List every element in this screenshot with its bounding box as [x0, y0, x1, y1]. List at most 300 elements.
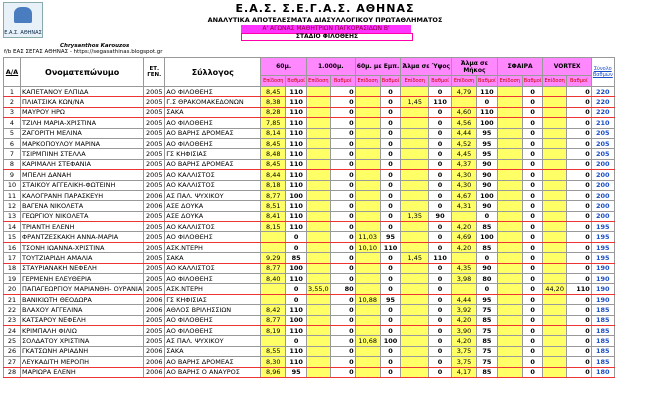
- event-mark: [355, 367, 380, 377]
- event-mark: 4,44: [452, 128, 477, 138]
- table-row: [4, 305, 615, 315]
- event-mark: 8,77: [261, 190, 286, 200]
- event-points: 85: [477, 367, 498, 377]
- event-mark: 8,42: [261, 305, 286, 315]
- total-points: 195: [591, 242, 614, 252]
- total-points: 185: [591, 315, 614, 325]
- event-points: 0: [380, 325, 401, 335]
- event-points: 0: [429, 315, 452, 325]
- event-mark: [401, 149, 429, 159]
- athlete-name: ΚΡΙΜΠΑΛΗ ΦΙΛΙΩ: [21, 325, 144, 335]
- event-mark: [261, 232, 286, 242]
- event-points: 0: [380, 263, 401, 273]
- athlete-name: ΚΑΠΕΤΑΝΟΥ ΕΛΠΙΔΑ: [21, 87, 144, 97]
- event-mark: [307, 87, 331, 97]
- event-mark: [355, 190, 380, 200]
- birth-year: 2005: [144, 222, 165, 232]
- event-mark: 8,38: [261, 97, 286, 107]
- event-points: 0: [429, 201, 452, 211]
- athlete-name: ΚΑΡΙΜΑΛΗ ΣΤΕΦΑΝΙΑ: [21, 159, 144, 169]
- event-points: 95: [477, 149, 498, 159]
- event-points: 0: [330, 357, 355, 367]
- event-mark: [307, 294, 331, 304]
- event-points: 0: [429, 274, 452, 284]
- event-mark: 4,20: [452, 315, 477, 325]
- row-number: 19: [4, 274, 21, 284]
- total-points: 200: [591, 180, 614, 190]
- birth-year: 2006: [144, 305, 165, 315]
- table-row: [4, 138, 615, 148]
- event-mark: [497, 346, 522, 356]
- event-mark: [497, 180, 522, 190]
- event-mark: [355, 211, 380, 221]
- event-mark: [307, 180, 331, 190]
- event-mark: 1,35: [401, 211, 429, 221]
- event-mark: 8,15: [261, 222, 286, 232]
- event-mark: 8,28: [261, 107, 286, 117]
- table-row: [4, 315, 615, 325]
- event-points: 90: [477, 170, 498, 180]
- table-row: [4, 97, 615, 107]
- event-mark: [543, 346, 566, 356]
- subhead-mark: Επίδοση: [401, 76, 429, 87]
- event-points: 0: [522, 190, 543, 200]
- event-mark: [543, 118, 566, 128]
- event-points: 0: [429, 367, 452, 377]
- subhead-mark: Επίδοση: [261, 76, 286, 87]
- row-number: 6: [4, 138, 21, 148]
- event-points: 0: [330, 118, 355, 128]
- event-mark: [543, 107, 566, 117]
- total-points: 185: [591, 325, 614, 335]
- event-mark: [401, 222, 429, 232]
- club-name: ΑΣ ΠΑΛ. ΨΥΧΙΚΟΥ: [165, 336, 261, 346]
- event-mark: [261, 294, 286, 304]
- row-number: 4: [4, 118, 21, 128]
- event-mark: [355, 97, 380, 107]
- event-mark: 8,19: [261, 325, 286, 335]
- row-number: 22: [4, 305, 21, 315]
- event-mark: [401, 325, 429, 335]
- page-title: Ε.Α.Σ. Σ.Ε.Γ.Α.Σ. ΑΘΗΝΑΣ: [235, 2, 415, 15]
- event-points: 95: [286, 367, 307, 377]
- club-name: ΑΟ ΒΑΡΗΣ ΔΡΟΜΕΑΣ: [165, 357, 261, 367]
- birth-year: 2005: [144, 274, 165, 284]
- event-mark: [401, 232, 429, 242]
- event-mark: 8,18: [261, 180, 286, 190]
- table-row: [4, 263, 615, 273]
- subhead-points: Βαθμοί: [286, 76, 307, 87]
- event-mark: 7,85: [261, 118, 286, 128]
- event-mark: [355, 305, 380, 315]
- event-mark: [497, 159, 522, 169]
- event-mark: [452, 211, 477, 221]
- event-points: 0: [330, 190, 355, 200]
- event-points: 0: [522, 201, 543, 211]
- total-points: 200: [591, 190, 614, 200]
- event-points: 0: [522, 336, 543, 346]
- event-points: 0: [330, 294, 355, 304]
- total-points: 220: [591, 107, 614, 117]
- event-points: 0: [429, 325, 452, 335]
- event-mark: [401, 87, 429, 97]
- event-points: 0: [429, 305, 452, 315]
- event-points: 75: [477, 357, 498, 367]
- event-points: 0: [522, 87, 543, 97]
- event-points: 0: [380, 159, 401, 169]
- event-points: 80: [330, 284, 355, 294]
- event-points: 0: [566, 346, 591, 356]
- table-row: [4, 274, 615, 284]
- event-mark: [497, 138, 522, 148]
- event-points: 0: [380, 222, 401, 232]
- event-mark: 8,14: [261, 128, 286, 138]
- birth-year: 2005: [144, 118, 165, 128]
- event-points: 0: [380, 128, 401, 138]
- event-points: 0: [380, 367, 401, 377]
- event-mark: 11,03: [355, 232, 380, 242]
- event-mark: [401, 138, 429, 148]
- club-name: ΑΟ ΒΑΡΗΣ Ο ΑΝΑΥΡΟΣ: [165, 367, 261, 377]
- total-points: 190: [591, 294, 614, 304]
- athlete-name: ΜΑΡΙΩΡΑ ΕΛΕΝΗ: [21, 367, 144, 377]
- event-mark: [401, 294, 429, 304]
- event-points: 75: [477, 305, 498, 315]
- club-name: ΑΟ ΒΑΡΗΣ ΔΡΟΜΕΑΣ: [165, 159, 261, 169]
- birth-year: 2006: [144, 190, 165, 200]
- event-mark: 44,20: [543, 284, 566, 294]
- event-mark: 4,45: [452, 149, 477, 159]
- club-name: ΑΟ ΦΙΛΟΘΕΗΣ: [165, 325, 261, 335]
- club-name: ΑΟ ΦΙΛΟΘΕΗΣ: [165, 87, 261, 97]
- event-points: 0: [380, 87, 401, 97]
- event-mark: [543, 367, 566, 377]
- event-mark: [355, 107, 380, 117]
- event-points: 0: [566, 87, 591, 97]
- table-row: [4, 284, 615, 294]
- event-points: 0: [429, 222, 452, 232]
- club-name: ΑΣΕ ΔΟΥΚΑ: [165, 211, 261, 221]
- event-points: 0: [330, 170, 355, 180]
- event-points: 0: [429, 357, 452, 367]
- results-table: [3, 57, 615, 378]
- event-points: 0: [566, 336, 591, 346]
- event-points: 0: [380, 97, 401, 107]
- row-number: 7: [4, 149, 21, 159]
- event-mark: 4,20: [452, 222, 477, 232]
- birth-year: 2005: [144, 211, 165, 221]
- event-points: 0: [380, 346, 401, 356]
- event-points: 0: [566, 222, 591, 232]
- event-mark: [355, 138, 380, 148]
- table-row: [4, 180, 615, 190]
- event-mark: [497, 170, 522, 180]
- event-mark: [307, 170, 331, 180]
- event-mark: [497, 315, 522, 325]
- event-mark: [543, 263, 566, 273]
- col-event-vortex: VORTEX: [543, 58, 591, 76]
- event-mark: 1,45: [401, 97, 429, 107]
- event-points: 0: [330, 305, 355, 315]
- logo-caption: Ε.Α.Σ. ΑΘΗΝΑΣ: [4, 30, 42, 36]
- club-name: ΑΟ ΒΑΡΗΣ ΔΡΟΜΕΑΣ: [165, 128, 261, 138]
- row-number: 10: [4, 180, 21, 190]
- event-points: 85: [477, 242, 498, 252]
- event-points: 0: [429, 138, 452, 148]
- event-mark: 3,92: [452, 305, 477, 315]
- event-mark: [355, 274, 380, 284]
- event-mark: [307, 305, 331, 315]
- subhead-mark: Επίδοση: [307, 76, 331, 87]
- event-mark: [307, 336, 331, 346]
- event-mark: [261, 336, 286, 346]
- event-points: 100: [286, 263, 307, 273]
- row-number: 5: [4, 128, 21, 138]
- club-name: ΓΣ ΚΗΦΙΣΙΑΣ: [165, 149, 261, 159]
- event-mark: [355, 180, 380, 190]
- event-mark: [452, 284, 477, 294]
- event-mark: 4,56: [452, 118, 477, 128]
- event-mark: 3,55,0: [308, 285, 329, 294]
- facebook-link[interactable]: f/b ΕΑΣ ΣΕΓΑΣ ΑΘΗΝΑΣ - https://segasathinas.blogspot.gr: [4, 49, 163, 55]
- event-points: 110: [286, 211, 307, 221]
- club-name: ΑΣΚ.ΝΤΕΡΗ: [165, 284, 261, 294]
- col-name: Ονοματεπώνυμο: [21, 58, 144, 87]
- event-points: 0: [522, 325, 543, 335]
- event-points: 0: [477, 253, 498, 263]
- event-points: 0: [522, 107, 543, 117]
- birth-year: 2005: [144, 180, 165, 190]
- row-number: 24: [4, 325, 21, 335]
- subhead-mark: Επίδοση: [452, 76, 477, 87]
- event-mark: [497, 294, 522, 304]
- event-points: 0: [522, 305, 543, 315]
- event-mark: [543, 190, 566, 200]
- event-mark: [307, 325, 331, 335]
- event-points: 75: [477, 346, 498, 356]
- birth-year: 2006: [144, 367, 165, 377]
- total-points: 205: [591, 149, 614, 159]
- event-points: 100: [477, 232, 498, 242]
- club-name: ΑΟ ΚΑΛΛΙΣΤΟΣ: [165, 222, 261, 232]
- event-mark: [401, 346, 429, 356]
- event-mark: [307, 315, 331, 325]
- row-number: 3: [4, 107, 21, 117]
- table-row: [4, 170, 615, 180]
- event-points: 0: [477, 284, 498, 294]
- event-points: 0: [429, 190, 452, 200]
- event-mark: [307, 97, 331, 107]
- event-mark: [307, 128, 331, 138]
- event-mark: [497, 357, 522, 367]
- event-mark: [401, 263, 429, 273]
- event-points: 110: [429, 253, 452, 263]
- event-points: 0: [286, 242, 307, 252]
- event-mark: 8,96: [261, 367, 286, 377]
- event-points: 0: [477, 211, 498, 221]
- event-mark: 8,55: [261, 346, 286, 356]
- event-mark: [497, 107, 522, 117]
- table-row: [4, 190, 615, 200]
- event-mark: 4,44: [452, 294, 477, 304]
- event-mark: [543, 357, 566, 367]
- event-points: 0: [566, 170, 591, 180]
- club-name: ΑΟ ΦΙΛΟΘΕΗΣ: [165, 315, 261, 325]
- event-points: 0: [429, 170, 452, 180]
- event-points: 110: [286, 170, 307, 180]
- event-points: 0: [429, 284, 452, 294]
- event-points: 0: [566, 159, 591, 169]
- event-mark: [401, 315, 429, 325]
- event-mark: [543, 149, 566, 159]
- event-points: 0: [380, 138, 401, 148]
- athlete-name: ΠΑΠΑΓΕΩΡΓΙΟΥ ΜΑΡΙΑΝΘΗ- ΟΥΡΑΝΙΑ: [22, 285, 143, 294]
- event-points: 0: [330, 97, 355, 107]
- club-name: ΑΟ ΦΙΛΟΘΕΗΣ: [165, 118, 261, 128]
- athlete-name: ΓΚΑΤΣΩΝΗ ΑΡΙΑΔΝΗ: [21, 346, 144, 356]
- event-points: 110: [286, 87, 307, 97]
- event-points: 0: [522, 242, 543, 252]
- event-points: 0: [522, 138, 543, 148]
- event-points: 0: [380, 190, 401, 200]
- event-points: 110: [429, 97, 452, 107]
- athlete-name: ΛΕΥΚΑΔΙΤΗ ΜΕΡΟΠΗ: [21, 357, 144, 367]
- event-points: 0: [522, 284, 543, 294]
- event-mark: [401, 242, 429, 252]
- event-points: 0: [330, 87, 355, 97]
- event-points: 110: [566, 284, 591, 294]
- event-mark: [261, 284, 286, 294]
- birth-year: 2005: [144, 263, 165, 273]
- table-row: [4, 325, 615, 335]
- col-event-60m-hurdles: 60μ. με Εμπ.: [355, 58, 401, 76]
- table-row: [4, 232, 615, 242]
- event-mark: [543, 294, 566, 304]
- event-points: 80: [477, 274, 498, 284]
- athlete-name: ΚΑΛΟΓΡΑΝΗ ΠΑΡΑΣΚΕΥΗ: [21, 190, 144, 200]
- total-points: 185: [591, 336, 614, 346]
- event-mark: [497, 201, 522, 211]
- event-points: 0: [380, 357, 401, 367]
- subhead-points: Βαθμοί: [429, 76, 452, 87]
- athlete-name: ΣΤΑΙΚΟΥ ΑΓΓΕΛΙΚΗ-ΦΩΤΕΙΝΗ: [21, 180, 144, 190]
- event-mark: [543, 138, 566, 148]
- event-points: 110: [286, 128, 307, 138]
- event-points: 95: [380, 232, 401, 242]
- col-event-high-jump: Άλμα σε Ύψος: [401, 58, 452, 76]
- birth-year: 2005: [144, 232, 165, 242]
- event-mark: 3,98: [452, 274, 477, 284]
- event-points: 0: [330, 325, 355, 335]
- event-points: 110: [286, 118, 307, 128]
- row-number: 16: [4, 242, 21, 252]
- event-points: 0: [522, 170, 543, 180]
- event-mark: 8,45: [261, 138, 286, 148]
- event-mark: 8,44: [261, 170, 286, 180]
- table-row: [4, 128, 615, 138]
- event-points: 95: [477, 128, 498, 138]
- event-mark: 8,51: [261, 201, 286, 211]
- table-row: [4, 357, 615, 367]
- event-mark: [543, 97, 566, 107]
- event-points: 0: [286, 294, 307, 304]
- event-mark: [355, 222, 380, 232]
- birth-year: 2005: [144, 97, 165, 107]
- total-points: 220: [591, 97, 614, 107]
- event-points: 0: [429, 159, 452, 169]
- event-points: 0: [429, 149, 452, 159]
- total-points: 180: [591, 367, 614, 377]
- athlete-name: ΤΣΙΡΜΠΙΝΗ ΣΤΕΛΛΑ: [21, 149, 144, 159]
- event-mark: [307, 253, 331, 263]
- event-mark: [307, 367, 331, 377]
- event-mark: 4,20: [452, 336, 477, 346]
- event-points: 110: [286, 180, 307, 190]
- event-mark: [401, 118, 429, 128]
- table-row: [4, 211, 615, 221]
- event-mark: [543, 305, 566, 315]
- event-points: 110: [286, 97, 307, 107]
- event-points: 0: [330, 107, 355, 117]
- club-name: ΑΣΚ.ΝΤΕΡΗ: [165, 242, 261, 252]
- event-mark: [543, 325, 566, 335]
- event-points: 110: [380, 242, 401, 252]
- row-number: 27: [4, 357, 21, 367]
- birth-year: 2005: [144, 242, 165, 252]
- total-points: 195: [591, 232, 614, 242]
- event-points: 0: [429, 294, 452, 304]
- event-points: 0: [522, 128, 543, 138]
- event-mark: 8,40: [261, 274, 286, 284]
- event-mark: [307, 211, 331, 221]
- event-mark: [307, 118, 331, 128]
- athlete-name: ΤΡΙΑΝΤΗ ΕΛΕΝΗ: [21, 222, 144, 232]
- athlete-name: ΓΕΩΡΓΙΟΥ ΝΙΚΟΛΕΤΑ: [21, 211, 144, 221]
- event-points: 110: [286, 357, 307, 367]
- event-points: 0: [566, 357, 591, 367]
- subhead-points: Βαθμοί: [522, 76, 543, 87]
- event-mark: 8,77: [261, 263, 286, 273]
- event-points: 0: [566, 201, 591, 211]
- event-mark: [401, 284, 429, 294]
- birth-year: 2005: [144, 149, 165, 159]
- birth-year: 2005: [144, 138, 165, 148]
- athlete-name: ΚΑΤΣΑΡΟΥ ΝΕΦΕΛΗ: [21, 315, 144, 325]
- event-mark: [543, 180, 566, 190]
- event-mark: [497, 305, 522, 315]
- event-mark: [307, 232, 331, 242]
- subhead-points: Βαθμοί: [477, 76, 498, 87]
- event-points: 0: [380, 180, 401, 190]
- event-points: 0: [330, 274, 355, 284]
- event-mark: [497, 336, 522, 346]
- col-total[interactable]: Σύνολο Βαθμών: [591, 58, 614, 87]
- athlete-name: ΣΤΑΥΡΙΑΝΑΚΗ ΝΕΦΕΛΗ: [21, 263, 144, 273]
- event-mark: [543, 222, 566, 232]
- event-mark: [452, 97, 477, 107]
- total-points: 185: [591, 346, 614, 356]
- event-points: 0: [522, 118, 543, 128]
- event-mark: 4,37: [452, 159, 477, 169]
- event-mark: [355, 357, 380, 367]
- row-number: 9: [4, 170, 21, 180]
- birth-year: 2005: [144, 325, 165, 335]
- birth-year: 2006: [144, 294, 165, 304]
- event-points: 85: [477, 336, 498, 346]
- athlete-name: ΒΛΑΧΟΥ ΑΓΓΕΛΙΝΑ: [21, 305, 144, 315]
- row-number: 11: [4, 190, 21, 200]
- event-points: 0: [330, 315, 355, 325]
